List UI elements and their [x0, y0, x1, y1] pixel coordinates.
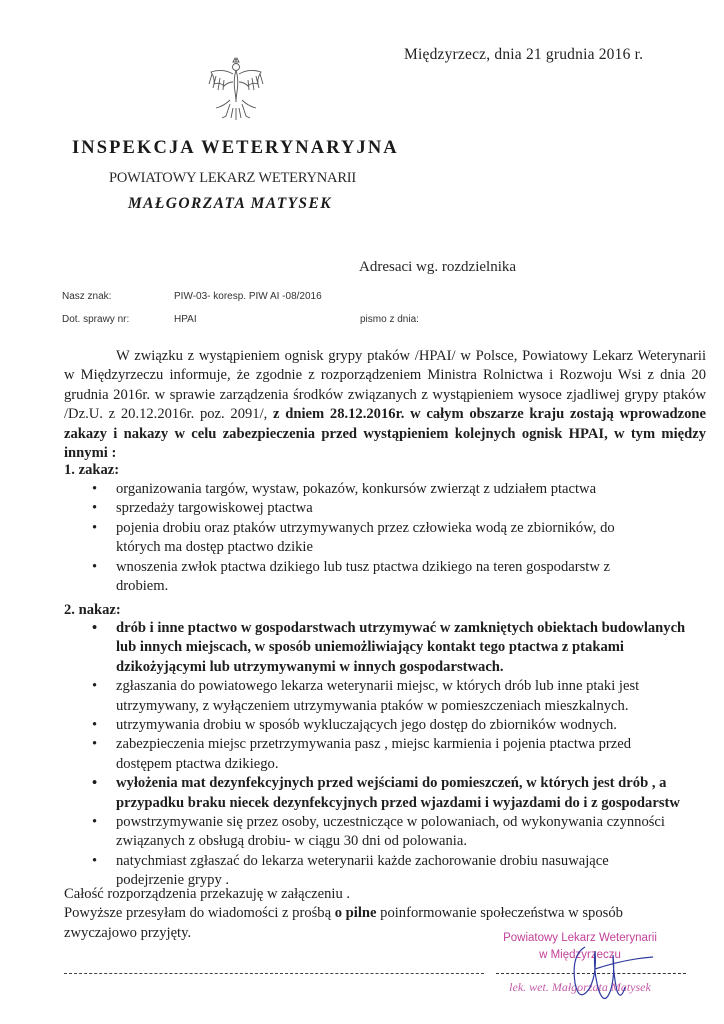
closing-text: Powyższe przesyłam do wiadomości z prośbą — [64, 905, 335, 922]
intro-bold-text: z dniem 28.12.2016r. w całym obszarze kraju zostają wprowadzone zakazy i nakazy w celu zabezpieczenia przed wystąpieniem kolejnych ognisk HPAI, w tym między innymi : — [64, 406, 706, 462]
polish-eagle-emblem-icon — [200, 52, 272, 126]
closing-line-attachment: Całość rozporządzenia przekazuję w załączeniu . — [64, 886, 351, 902]
list-item-text: wyłożenia mat dezynfekcyjnych przed wejściami do pomieszczeń, w których jest drób , a przypadku braku niecek dezynfekcyjnych przed wjazdami i wyjazdami do i z gospodarstw — [116, 775, 680, 811]
prohibitions-list — [86, 480, 646, 596]
list-item-text: pojenia drobiu oraz ptaków utrzymywanych przez człowieka wodą ze zbiorników, do których ma dostęp ptactwo dzikie — [116, 519, 615, 556]
stamp-title: Powiatowy Lekarz Weterynarii — [503, 932, 657, 944]
list-item — [86, 480, 646, 499]
list-item — [86, 735, 676, 774]
list-item — [86, 499, 646, 518]
section-heading-prohibitions: 1. zakaz: — [64, 462, 120, 478]
orders-list — [86, 619, 686, 891]
list-item-text: utrzymywania drobiu w sposób wykluczających jego dostęp do zbiorników wodnych. — [116, 717, 617, 734]
footer-divider — [64, 973, 484, 974]
bullet-icon: • — [92, 678, 98, 695]
list-item-text: powstrzymywanie się przez osoby, uczestniczące w polowaniach, od wykonywania czynności związanych z obsługą drobiu- w ciągu 30 dni od polowania. — [116, 814, 665, 850]
list-item — [86, 813, 676, 852]
intro-paragraph — [64, 347, 706, 463]
case-number-label: Dot. sprawy nr: — [62, 314, 130, 325]
case-number-value: HPAI — [174, 314, 197, 325]
stamp-location: w Międzyrzeczu — [539, 949, 621, 961]
bullet-icon: • — [92, 558, 98, 575]
bullet-icon: • — [92, 620, 98, 636]
section-heading-orders: 2. nakaz: — [64, 602, 121, 618]
closing-bold-text: o pilne — [334, 905, 377, 922]
list-item — [86, 677, 696, 716]
list-item-text: sprzedaży targowiskowej ptactwa — [116, 500, 313, 517]
our-reference-value: PIW-03- koresp. PIW AI -08/2016 — [174, 291, 322, 302]
list-item — [86, 716, 686, 735]
addressee: Adresaci wg. rozdzielnika — [359, 259, 517, 275]
list-item-text: zabezpieczenia miejsc przetrzymywania pasz , miejsc karmienia i pojenia ptactwa przed dostępem ptactwa dzikiego. — [116, 736, 631, 772]
list-item — [86, 519, 636, 558]
closing-text: poinformowanie społeczeństwa w sposób zwyczajowo przyjęty. — [64, 905, 623, 941]
date-line: Międzyrzecz, dnia 21 grudnia 2016 r. — [404, 46, 644, 63]
bullet-icon: • — [92, 852, 98, 869]
bullet-icon: • — [92, 481, 98, 497]
bullet-icon: • — [92, 736, 98, 753]
list-item-text: organizowania targów, wystaw, pokazów, konkursów zwierząt z udziałem ptactwa — [116, 481, 597, 497]
list-item-text: natychmiast zgłaszać do lekarza weterynarii każde zachorowanie drobiu nasuwające podejrzenie grypy . — [116, 852, 609, 889]
institution-head-name: MAŁGORZATA MATYSEK — [128, 195, 332, 212]
bullet-icon: • — [92, 814, 98, 831]
letter-date-label: pismo z dnia: — [360, 314, 419, 325]
our-reference-label: Nasz znak: — [62, 291, 112, 302]
bullet-icon: • — [92, 519, 98, 536]
list-item-text: zgłaszania do powiatowego lekarza weterynarii miejsc, w których drób lub inne ptaki jest utrzymywany, z wyłączeniem utrzymywania ptaków w pomieszczeniach mieszkalnych. — [116, 678, 640, 714]
list-item — [86, 774, 701, 813]
institution-title: INSPEKCJA WETERYNARYJNA — [72, 138, 399, 158]
bullet-icon: • — [92, 775, 98, 792]
list-item-text: wnoszenia zwłok ptactwa dzikiego lub tusz ptactwa dzikiego na teren gospodarstw z drobiem. — [116, 558, 610, 595]
intro-text: W związku z wystąpieniem ognisk grypy ptaków /HPAI/ w Polsce, Powiatowy Lekarz Weterynarii w Międzyrzeczu informuje, że zgodnie z rozporządzeniem Ministra Rolnictwa i Rozwoju Wsi z dnia 20 grudnia 2016r. w sprawie zarządzenia środków związanych z wystąpieniem wysoce zjadliwej grypy ptaków /Dz.U. z 20.12.2016r. poz. 2091/, — [64, 348, 706, 423]
list-item-text: drób i inne ptactwo w gospodarstwach utrzymywać w zamkniętych obiektach budowlanych lub innych miejscach, w sposób uniemożliwiający kontakt tego ptactwa z ptakami dzikożyjącymi lub utrzymywanymi w innych gospodarstwach. — [116, 620, 686, 675]
list-item — [86, 558, 636, 597]
bullet-icon: • — [92, 500, 98, 517]
list-item — [86, 619, 701, 677]
stamp-signatory: lek. wet. Małgorzata Matysek — [509, 980, 651, 994]
bullet-icon: • — [92, 717, 98, 734]
institution-subtitle: POWIATOWY LEKARZ WETERYNARII — [109, 170, 357, 186]
handwritten-signature-icon — [555, 935, 675, 1010]
